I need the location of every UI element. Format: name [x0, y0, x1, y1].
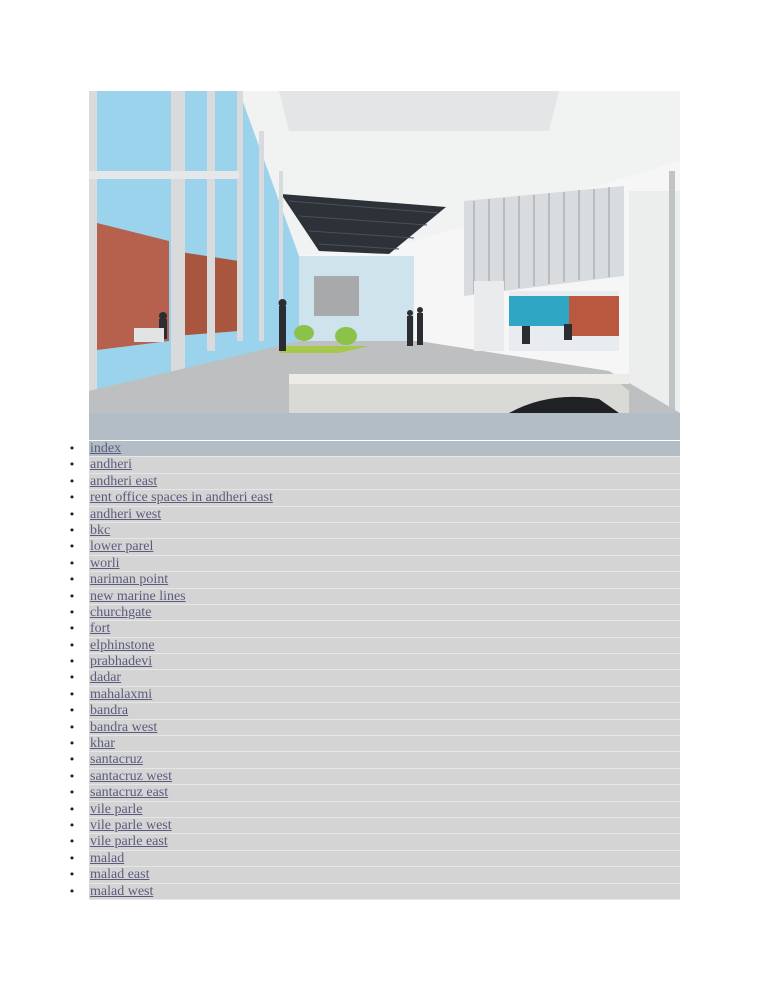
row-background [89, 834, 680, 850]
list-item [66, 687, 680, 703]
row-background [89, 785, 680, 801]
hero-image [89, 91, 680, 413]
bullet-icon: • [66, 769, 78, 785]
row-background [89, 769, 680, 785]
location-link[interactable]: rent office spaces in andheri east [90, 490, 273, 506]
location-link[interactable]: worli [90, 555, 120, 571]
list-item [66, 867, 680, 883]
row-background [89, 670, 680, 686]
list-item [66, 802, 680, 818]
row-background [89, 752, 680, 768]
list-item [66, 654, 680, 670]
bullet-icon: • [66, 638, 78, 654]
row-background [89, 621, 680, 637]
row-background [89, 539, 680, 555]
row-background [89, 736, 680, 752]
list-item [66, 457, 680, 473]
bullet-icon: • [66, 703, 78, 719]
bullet-icon: • [66, 752, 78, 768]
location-link[interactable]: lower parel [90, 539, 154, 555]
row-background [89, 507, 680, 523]
list-item [66, 474, 680, 490]
list-item [66, 670, 680, 686]
list-item [66, 818, 680, 834]
location-link[interactable]: new marine lines [90, 588, 186, 604]
bullet-icon: • [66, 654, 78, 670]
bullet-icon: • [66, 884, 78, 900]
location-link[interactable]: santacruz west [90, 768, 173, 784]
row-background [89, 687, 680, 703]
bullet-icon: • [66, 687, 78, 703]
row-background [89, 654, 680, 670]
bullet-icon: • [66, 670, 78, 686]
location-link[interactable]: malad [90, 850, 125, 866]
list-item [66, 769, 680, 785]
bullet-icon: • [66, 802, 78, 818]
bullet-icon: • [66, 523, 78, 539]
bullet-icon: • [66, 457, 78, 473]
row-background [89, 441, 680, 457]
bullet-icon: • [66, 572, 78, 588]
location-link[interactable]: prabhadevi [90, 654, 153, 670]
row-background [89, 802, 680, 818]
list-item [66, 752, 680, 768]
location-link[interactable]: bkc [90, 522, 111, 538]
row-background [89, 474, 680, 490]
location-link[interactable]: dadar [90, 670, 122, 686]
location-link[interactable]: churchgate [90, 604, 152, 620]
bullet-icon: • [66, 474, 78, 490]
bullet-icon: • [66, 621, 78, 637]
location-link[interactable]: index [90, 441, 122, 456]
bullet-icon: • [66, 589, 78, 605]
location-link[interactable]: elphinstone [90, 637, 155, 653]
bullet-icon: • [66, 441, 78, 457]
row-background [89, 523, 680, 539]
location-link[interactable]: vile parle west [90, 817, 172, 833]
bullet-icon: • [66, 556, 78, 572]
row-background [89, 884, 680, 900]
row-background [89, 703, 680, 719]
row-background [89, 605, 680, 621]
list-item [66, 851, 680, 867]
location-link[interactable]: khar [90, 736, 115, 752]
list-item [66, 638, 680, 654]
location-link[interactable]: andheri west [90, 506, 162, 522]
location-link-list [66, 441, 680, 900]
location-link[interactable]: fort [90, 621, 111, 637]
list-item [66, 507, 680, 523]
bullet-icon: • [66, 867, 78, 883]
row-background [89, 851, 680, 867]
bullet-icon: • [66, 785, 78, 801]
location-link[interactable]: malad east [90, 867, 150, 883]
list-item [66, 572, 680, 588]
row-background [89, 818, 680, 834]
location-link[interactable]: andheri [90, 457, 132, 473]
bullet-icon: • [66, 539, 78, 555]
list-item [66, 589, 680, 605]
location-link[interactable]: mahalaxmi [90, 686, 153, 702]
list-item [66, 490, 680, 506]
location-link[interactable]: nariman point [90, 572, 169, 588]
row-background [89, 638, 680, 654]
gray-band [89, 413, 680, 440]
row-background [89, 867, 680, 883]
bullet-icon: • [66, 834, 78, 850]
office-lobby-illustration [89, 91, 680, 413]
list-item [66, 621, 680, 637]
location-link[interactable]: malad west [90, 883, 154, 899]
location-link[interactable]: santacruz [90, 752, 143, 768]
location-link[interactable]: vile parle east [90, 834, 168, 850]
row-background [89, 572, 680, 588]
bullet-icon: • [66, 736, 78, 752]
row-background [89, 457, 680, 473]
location-link[interactable]: andheri east [90, 473, 158, 489]
list-item [66, 605, 680, 621]
location-link[interactable]: vile parle [90, 801, 143, 817]
bullet-icon: • [66, 490, 78, 506]
list-item [66, 523, 680, 539]
list-item [66, 441, 680, 457]
bullet-icon: • [66, 507, 78, 523]
list-item [66, 884, 680, 900]
bullet-icon: • [66, 720, 78, 736]
location-link[interactable]: bandra [90, 703, 129, 719]
row-background [89, 720, 680, 736]
list-item [66, 720, 680, 736]
bullet-icon: • [66, 605, 78, 621]
list-item [66, 556, 680, 572]
list-item [66, 785, 680, 801]
list-item [66, 539, 680, 555]
bullet-icon: • [66, 818, 78, 834]
bullet-icon: • [66, 851, 78, 867]
list-item [66, 736, 680, 752]
location-link[interactable]: santacruz east [90, 785, 169, 801]
row-background [89, 556, 680, 572]
list-item [66, 834, 680, 850]
location-link[interactable]: bandra west [90, 719, 158, 735]
list-item [66, 703, 680, 719]
